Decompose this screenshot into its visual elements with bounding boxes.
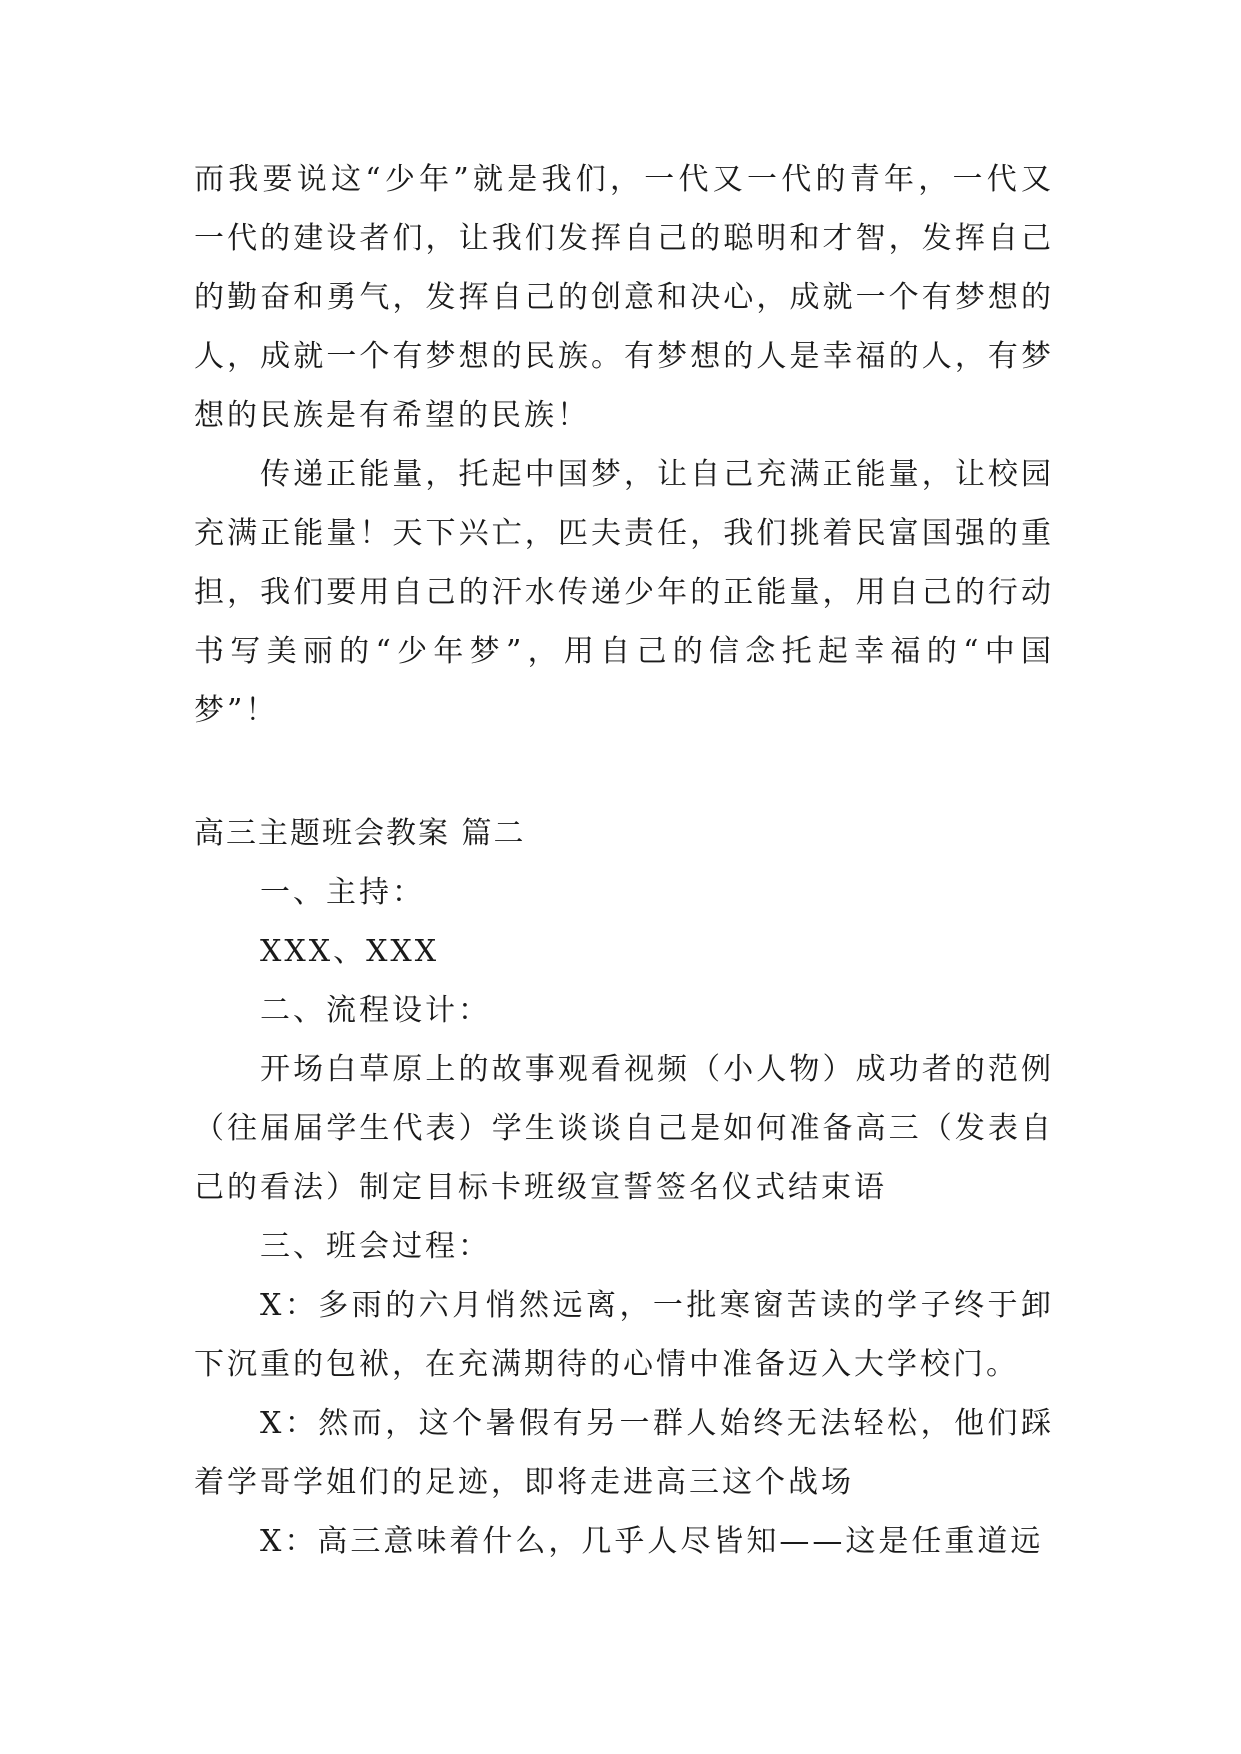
section-item-dialogue-3: X：高三意味着什么，几乎人尽皆知——这是任重道远: [260, 1524, 1044, 1559]
section-title: 高三主题班会教案 篇二: [194, 816, 526, 851]
section-item-flow-content: 开场白草原上的故事观看视频（小人物）成功者的范例（往届届学生代表）学生谈谈自己是如何准备高三（发表自己的看法）制定目标卡班级宣誓签名仪式结束语: [194, 1052, 1054, 1205]
document-body: [194, 150, 1054, 1571]
paragraph-positive-energy: 传递正能量，托起中国梦，让自己充满正能量，让校园充满正能量！天下兴亡，匹夫责任，我们挑着民富国强的重担，我们要用自己的汗水传递少年的正能量，用自己的行动书写美丽的“少年梦”，用自己的信念托起幸福的“中国梦”！: [194, 457, 1054, 728]
section-item-dialogue-2: X：然而，这个暑假有另一群人始终无法轻松，他们踩着学哥学姐们的足迹，即将走进高三这个战场: [194, 1406, 1054, 1500]
section-item-process-heading: 三、班会过程：: [260, 1229, 491, 1264]
section-item-host-names: XXX、XXX: [260, 934, 440, 969]
section-item-flow-heading: 二、流程设计：: [260, 993, 491, 1028]
paragraph-dream-youth: 而我要说这“少年”就是我们，一代又一代的青年，一代又一代的建设者们，让我们发挥自己的聪明和才智，发挥自己的勤奋和勇气，发挥自己的创意和决心，成就一个有梦想的人，成就一个有梦想的民族。有梦想的人是幸福的人，有梦想的民族是有希望的民族！: [194, 162, 1054, 433]
section-item-host-heading: 一、主持：: [260, 875, 425, 910]
section-item-dialogue-1: X：多雨的六月悄然远离，一批寒窗苦读的学子终于卸下沉重的包袱，在充满期待的心情中准备迈入大学校门。: [194, 1288, 1054, 1382]
